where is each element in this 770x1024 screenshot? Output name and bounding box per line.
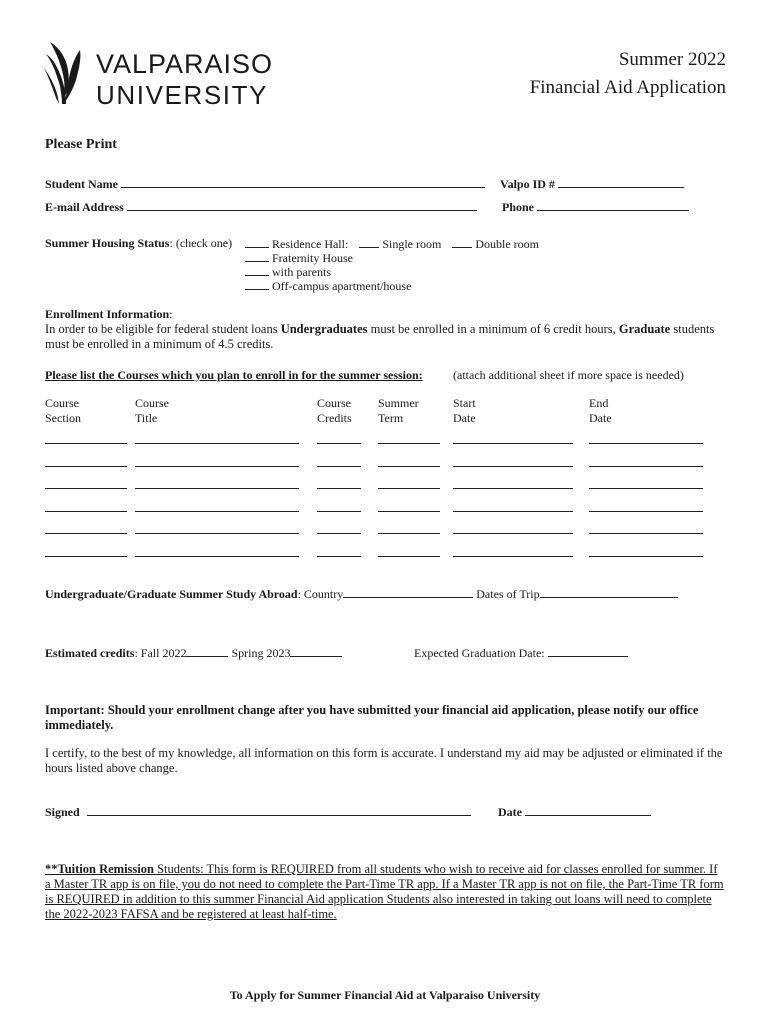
study-abroad-label: Undergraduate/Graduate Summer Study Abroad (45, 587, 298, 601)
form-title: Financial Aid Application (529, 77, 726, 98)
housing-status-label: Summer Housing Status (45, 236, 170, 250)
column-header-end-date (589, 396, 612, 426)
housing-hint: : (check one) (169, 236, 233, 250)
courses-note: (attach additional sheet if more space is needed) (453, 368, 684, 382)
email-field[interactable] (127, 199, 477, 211)
column-header-line1: Course (135, 396, 169, 410)
course-term-field[interactable] (378, 511, 440, 512)
course-term-field[interactable] (378, 466, 440, 467)
footer-text: To Apply for Summer Financial Aid at Valparaiso University (229, 988, 541, 1002)
column-header-line1: End (589, 396, 609, 410)
column-header-line1: Course (317, 396, 351, 410)
fraternity-checkbox[interactable] (245, 250, 269, 262)
course-start-date-field[interactable] (453, 533, 573, 534)
course-section-field[interactable] (45, 556, 127, 557)
course-section-field[interactable] (45, 466, 127, 467)
course-credits-field[interactable] (317, 443, 361, 444)
graduation-date-field[interactable] (548, 645, 628, 657)
spring-label: Spring 2023 (231, 646, 291, 660)
phone-field[interactable] (537, 199, 689, 211)
course-end-date-field[interactable] (589, 466, 703, 467)
course-section-field[interactable] (45, 443, 127, 444)
estimated-credits-label: Estimated credits (45, 646, 135, 660)
signature-date-field[interactable] (525, 804, 651, 816)
date-label: Date (498, 805, 522, 819)
offcampus-checkbox[interactable] (245, 278, 269, 290)
residence-hall-checkbox[interactable] (245, 236, 269, 248)
course-credits-field[interactable] (317, 466, 361, 467)
column-header-start-date (453, 396, 476, 426)
residence-hall-label: Residence Hall: (272, 237, 349, 251)
course-title-field[interactable] (135, 443, 299, 444)
courses-instruction: Please list the Courses which you plan to enroll in for the summer session: (45, 368, 423, 382)
course-term-field[interactable] (378, 533, 440, 534)
course-end-date-field[interactable] (589, 488, 703, 489)
country-label: : Country (297, 587, 344, 601)
course-credits-field[interactable] (317, 511, 361, 512)
phone-label: Phone (502, 200, 535, 214)
important-notice: Important: Should your enrollment change after you have submitted your financial aid application, please notify our office immediately. (45, 703, 699, 732)
single-room-checkbox[interactable] (359, 236, 379, 248)
logo-wordmark-university: UNIVERSITY (96, 80, 269, 110)
university-logo-icon (42, 40, 86, 106)
column-header-line1: Course (45, 396, 79, 410)
course-end-date-field[interactable] (589, 443, 703, 444)
column-header-line2: Date (589, 411, 612, 425)
column-header-section (45, 396, 81, 426)
course-start-date-field[interactable] (453, 511, 573, 512)
signed-label: Signed (45, 805, 80, 819)
course-end-date-field[interactable] (589, 556, 703, 557)
enrollment-heading: Enrollment Information (45, 307, 170, 321)
course-credits-field[interactable] (317, 533, 361, 534)
email-label: E-mail Address (45, 200, 124, 214)
column-header-line2: Date (453, 411, 476, 425)
spring-credits-field[interactable] (290, 645, 342, 657)
column-header-line2: Credits (317, 411, 352, 425)
course-title-field[interactable] (135, 556, 299, 557)
course-title-field[interactable] (135, 511, 299, 512)
column-header-credits (317, 396, 352, 426)
column-header-title (135, 396, 169, 426)
column-header-line2: Term (378, 411, 404, 425)
course-start-date-field[interactable] (453, 443, 573, 444)
valpo-id-field[interactable] (558, 176, 684, 188)
country-field[interactable] (343, 586, 473, 598)
column-header-line1: Start (453, 396, 476, 410)
course-title-field[interactable] (135, 466, 299, 467)
please-print-label: Please Print (45, 137, 117, 152)
single-room-label: Single room (382, 237, 442, 251)
course-start-date-field[interactable] (453, 466, 573, 467)
enrollment-text: In order to be eligible for federal student loans Undergraduates must be enrolled in a minimum of 6 credit hours, Graduate students must be enrolled in a minimum of 4.5 credits. (45, 322, 715, 351)
fraternity-label: Fraternity House (272, 251, 353, 265)
column-header-line1: Summer (378, 396, 419, 410)
course-section-field[interactable] (45, 511, 127, 512)
course-term-field[interactable] (378, 488, 440, 489)
student-name-field[interactable] (121, 176, 485, 188)
course-start-date-field[interactable] (453, 556, 573, 557)
course-title-field[interactable] (135, 488, 299, 489)
fall-label: : Fall 2022 (134, 646, 187, 660)
course-credits-field[interactable] (317, 488, 361, 489)
student-name-label: Student Name (45, 177, 119, 191)
valpo-id-label: Valpo ID # (500, 177, 555, 191)
course-start-date-field[interactable] (453, 488, 573, 489)
course-credits-field[interactable] (317, 556, 361, 557)
dates-of-trip-field[interactable] (540, 586, 678, 598)
tuition-remission-notice: **Tuition Remission Students: This form is REQUIRED from all students who wish to receive aid for classes enrolled for summer. If a Master TR app is on file, you do not need to complete the Part-Time TR app. If a Master TR app is not on file, the Part-Time TR form is REQUIRED in addition to this summer Financial Aid application Students also interested in taking out loans will need to complete the 2022-2023 FAFSA and be registered at least half-time. (45, 862, 724, 921)
form-title-season: Summer 2022 (618, 49, 726, 70)
course-title-field[interactable] (135, 533, 299, 534)
course-end-date-field[interactable] (589, 511, 703, 512)
column-header-line2: Title (135, 411, 158, 425)
parents-label: with parents (272, 265, 331, 279)
course-section-field[interactable] (45, 533, 127, 534)
double-room-label: Double room (475, 237, 539, 251)
parents-checkbox[interactable] (245, 264, 269, 276)
course-end-date-field[interactable] (589, 533, 703, 534)
fall-credits-field[interactable] (186, 645, 228, 657)
offcampus-label: Off-campus apartment/house (272, 279, 412, 293)
double-room-checkbox[interactable] (452, 236, 472, 248)
course-section-field[interactable] (45, 488, 127, 489)
certify-statement: I certify, to the best of my knowledge, all information on this form is accurate. I understand my aid may be adjusted or eliminated if the hours listed above change. (45, 746, 723, 775)
column-header-term (378, 396, 419, 426)
dates-of-trip-label: Dates of Trip (476, 587, 540, 601)
column-header-line2: Section (45, 411, 81, 425)
logo-wordmark-valparaiso: VALPARAISO (96, 49, 274, 79)
graduation-date-label: Expected Graduation Date: (414, 646, 545, 660)
course-term-field[interactable] (378, 556, 440, 557)
course-term-field[interactable] (378, 443, 440, 444)
signature-field[interactable] (87, 804, 471, 816)
